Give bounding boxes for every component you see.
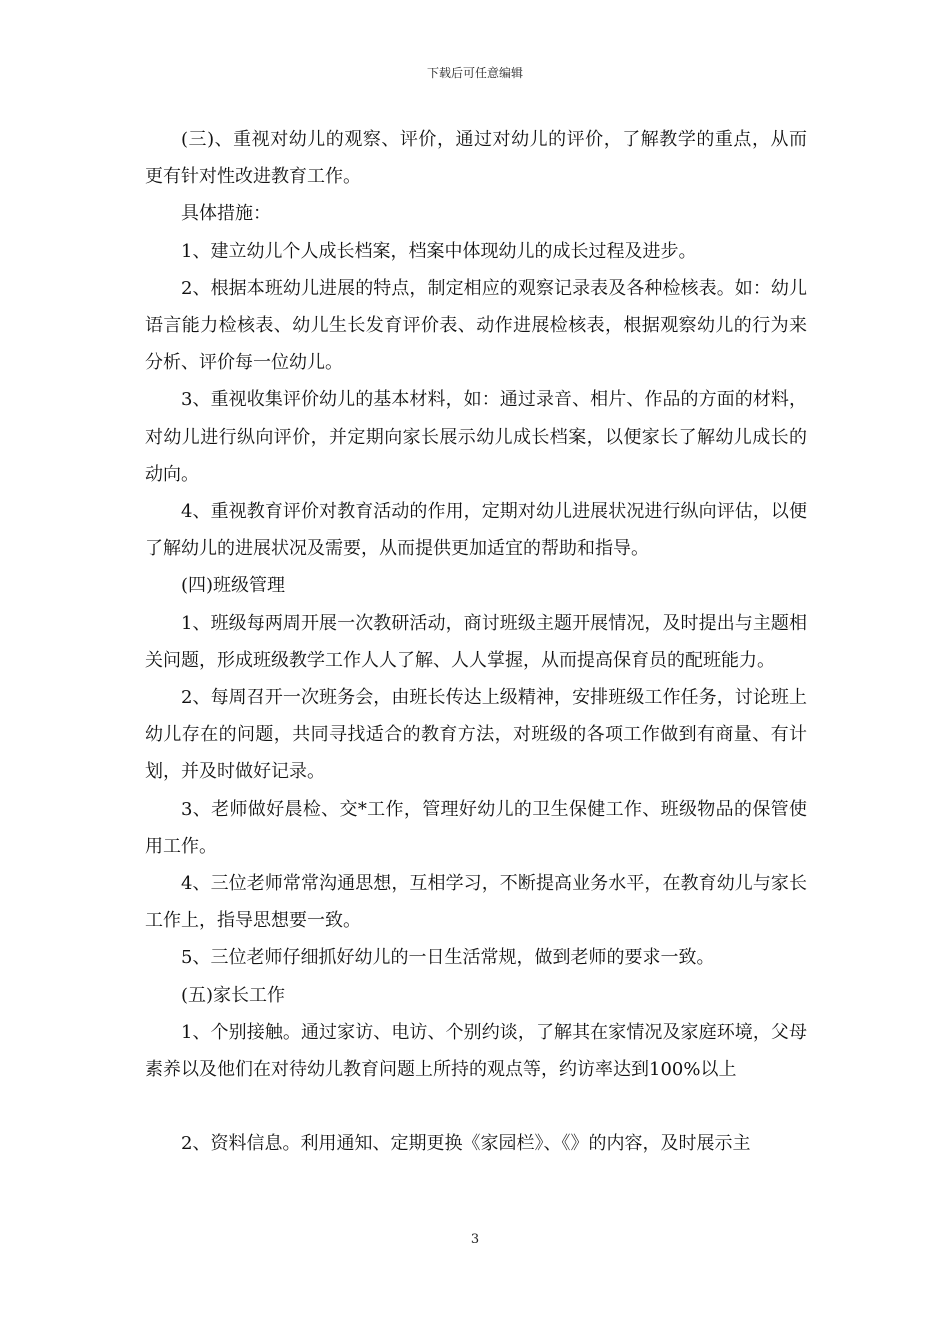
section-heading: (四)班级管理 (181, 575, 286, 597)
paragraph: 4、重视教育评价对教育活动的作用，定期对幼儿进展状况进行纵向评估，以便了解幼儿的进展状况及需要，从而提供更加适宜的帮助和指导。 (145, 501, 807, 560)
paragraph: 2、资料信息。利用通知、定期更换《家园栏》、《》的内容，及时展示主 (181, 1133, 751, 1155)
paragraph: 具体措施： (181, 203, 271, 225)
paragraph: 2、每周召开一次班务会，由班长传达上级精神，安排班级工作任务，讨论班上幼儿存在的问题，共同寻找适合的教育方法，对班级的各项工作做到有商量、有计划，并及时做好记录。 (145, 687, 807, 783)
paragraph: 4、三位老师常常沟通思想，互相学习，不断提高业务水平，在教育幼儿与家长工作上，指导思想要一致。 (145, 873, 807, 932)
page-header: 下载后可任意编辑 (426, 66, 523, 80)
page-number: 3 (470, 1232, 480, 1247)
paragraph: 1、建立幼儿个人成长档案，档案中体现幼儿的成长过程及进步。 (181, 240, 697, 262)
document-body (145, 121, 807, 1162)
paragraph: 1、个别接触。通过家访、电访、个别约谈，了解其在家情况及家庭环境，父母素养以及他们在对待幼儿教育问题上所持的观点等，约访率达到100%以上 (145, 1021, 807, 1081)
paragraph: 3、老师做好晨检、交*工作，管理好幼儿的卫生保健工作、班级物品的保管使用工作。 (145, 798, 807, 857)
paragraph: 2、根据本班幼儿进展的特点，制定相应的观察记录表及各种检核表。如：幼儿语言能力检核表、幼儿生长发育评价表、动作进展检核表，根据观察幼儿的行为来分析、评价每一位幼儿。 (145, 277, 807, 374)
paragraph: (三)、重视对幼儿的观察、评价，通过对幼儿的评价，了解教学的重点，从而更有针对性改进教育工作。 (145, 129, 807, 188)
paragraph: 5、三位老师仔细抓好幼儿的一日生活常规，做到老师的要求一致。 (181, 947, 715, 969)
section-heading: (五)家长工作 (181, 984, 286, 1006)
paragraph: 3、重视收集评价幼儿的基本材料，如：通过录音、相片、作品的方面的材料，对幼儿进行纵向评价，并定期向家长展示幼儿成长档案，以便家长了解幼儿成长的动向。 (145, 389, 807, 485)
paragraph: 1、班级每两周开展一次教研活动，商讨班级主题开展情况，及时提出与主题相关问题，形成班级教学工作人人了解、人人掌握，从而提高保育员的配班能力。 (145, 612, 807, 671)
